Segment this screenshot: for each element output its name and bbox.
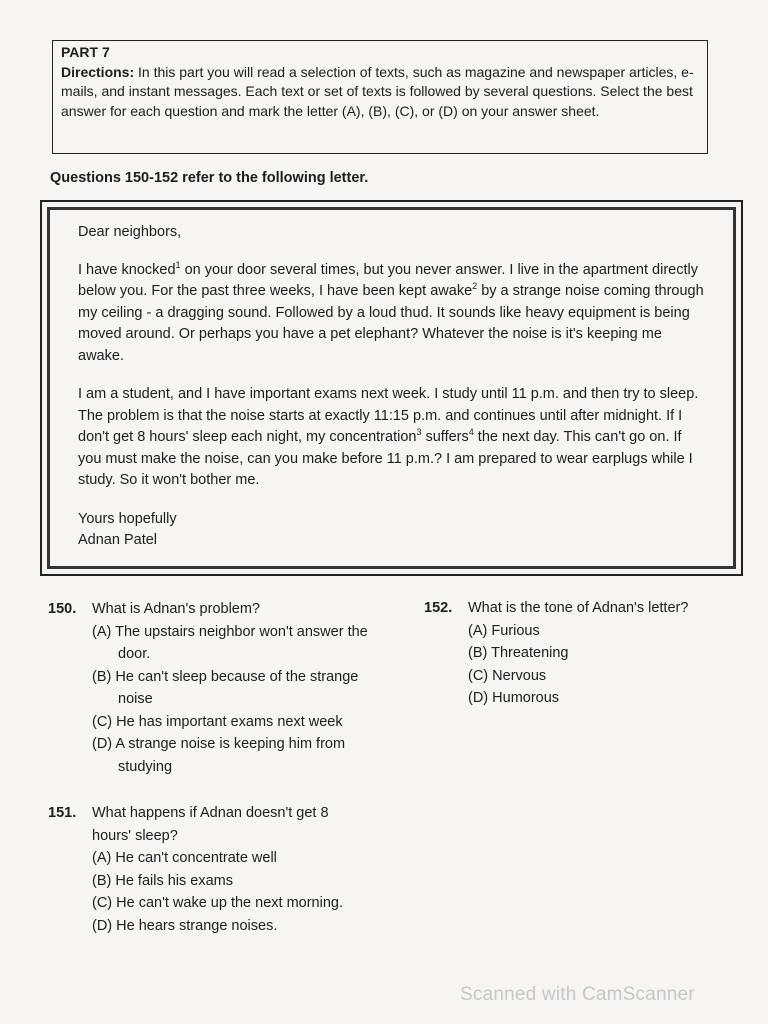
question-152 <box>424 597 724 710</box>
answer-option[interactable]: (D) Humorous <box>468 690 560 706</box>
answer-option[interactable]: (B) Threatening <box>468 645 569 661</box>
answer-option[interactable]: (C) He can't wake up the next morning. <box>92 895 343 911</box>
footnote-marker: 2 <box>472 281 478 292</box>
directions-label: Directions: <box>61 63 135 80</box>
letter-text: I am a student, and I have important exams next week. I study until 11 p.m. and then try to sleep. The problem is that the noise starts at exactly 11:15 p.m. and continues until after midnight. If I don't get 8 hours' sleep each night, my concentration <box>78 386 699 445</box>
part-title: PART 7 <box>61 44 110 60</box>
answer-option[interactable]: (C) He has important exams next week <box>92 713 343 730</box>
letter-closing: Yours hopefully <box>78 510 177 527</box>
footnote-marker: 3 <box>416 427 422 438</box>
question-151 <box>48 802 368 937</box>
letter-text: by a strange noise coming through my ceiling - a dragging sound. Followed by a loud thud. It sounds like heavy equipment is being moved around. Or perhaps you have a pet elephant? Whatever the noise is it's keeping me awake. <box>78 283 704 364</box>
letter-text: on your door several times, but you never answer. I live in the apartment directly below you. For the past three weeks, I have been kept awake <box>78 261 698 299</box>
letter-text: the next day. This can't go on. If you must make the noise, can you make before 11 p.m.? I am prepared to wear earplugs while I study. So it won't bother me. <box>78 429 693 488</box>
question-number: 151. <box>48 805 77 821</box>
answer-option[interactable]: (B) He can't sleep because of the strange noise <box>92 668 359 707</box>
answer-option[interactable]: (C) Nervous <box>468 667 547 684</box>
scanner-watermark: Scanned with CamScanner <box>460 984 695 1005</box>
letter-signature: Adnan Patel <box>78 532 158 548</box>
letter-paragraph-2 <box>78 384 707 492</box>
letter-text: I have knocked <box>78 261 176 278</box>
answer-option[interactable]: (A) He can't concentrate well <box>92 850 277 866</box>
directions-box <box>52 40 708 154</box>
section-heading: Questions 150-152 refer to the following letter. <box>50 170 369 186</box>
letter-text: suffers <box>421 429 469 445</box>
footnote-marker: 4 <box>468 427 474 438</box>
question-150 <box>48 598 368 778</box>
directions-text <box>61 63 699 122</box>
question-text: What is the tone of Adnan's letter? <box>468 600 689 616</box>
question-number: 150. <box>48 601 77 617</box>
question-number: 152. <box>424 600 453 616</box>
answer-option[interactable]: (A) Furious <box>468 622 540 639</box>
answer-option[interactable]: (A) The upstairs neighbor won't answer the door. <box>92 623 368 662</box>
answer-option[interactable]: (B) He fails his exams <box>92 872 234 889</box>
letter-box <box>40 200 743 576</box>
question-text: What happens if Adnan doesn't get 8 hours' sleep? <box>92 805 329 844</box>
letter-paragraph-1 <box>78 260 707 368</box>
letter-body <box>47 207 736 569</box>
answer-option[interactable]: (D) A strange noise is keeping him from studying <box>92 736 346 775</box>
directions-body: In this part you will read a selection of texts, such as magazine and newspaper articles, e-mails, and instant messages. Each text or set of texts is followed by several questions. Select the best answer for each question and mark the letter (A), (B), (C), or (D) on your answer sheet. <box>61 63 694 119</box>
question-text: What is Adnan's problem? <box>92 601 260 617</box>
answer-option[interactable]: (D) He hears strange noises. <box>92 917 278 934</box>
letter-greeting: Dear neighbors, <box>78 224 182 240</box>
footnote-marker: 1 <box>175 259 181 270</box>
